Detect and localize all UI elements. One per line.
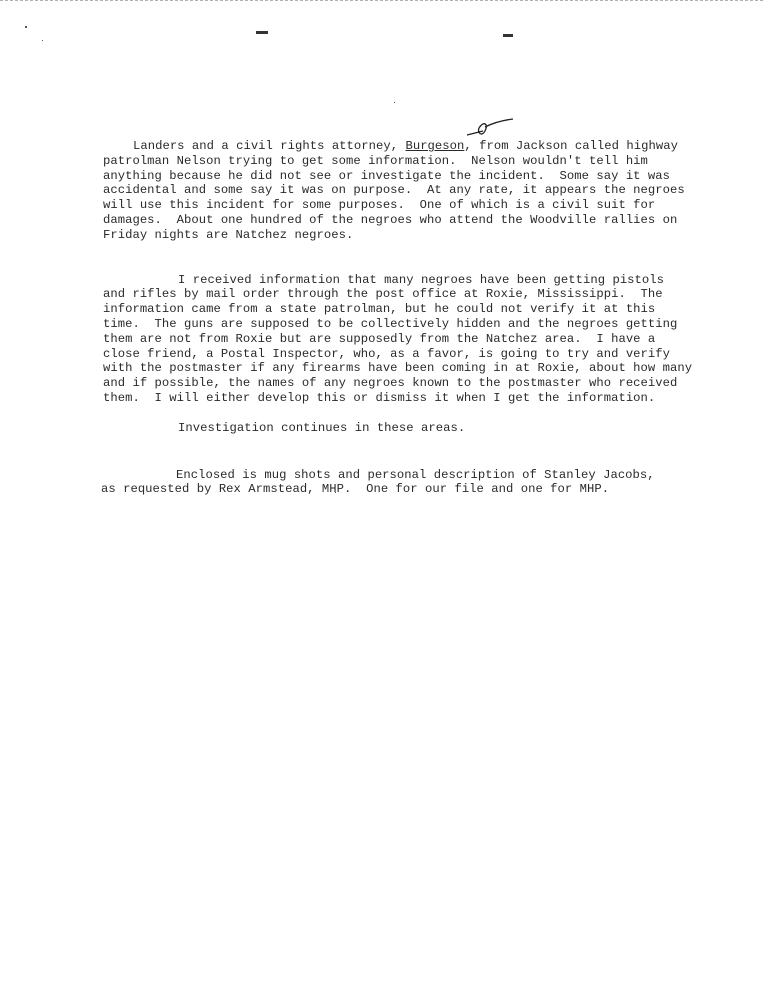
text-line: Investigation continues in these areas. [178,420,466,435]
text-line: and rifles by mail order through the post office at Roxie, Mississippi. The [103,287,663,302]
text-line: with the postmaster if any firearms have been coming in at Roxie, about how many [103,361,693,376]
text-segment: Landers and a civil rights attorney, [133,139,406,153]
text-line: patrolman Nelson trying to get some information. Nelson wouldn't tell him [103,153,648,168]
scan-speck [42,40,43,41]
scan-speck [256,31,268,34]
text-line: I received information that many negroes have been getting pistols [178,272,665,287]
text-line: them. I will either develop this or dismiss it when I get the information. [103,390,656,405]
paragraph-highway-patrol [103,139,723,243]
paragraph-firearms [103,273,723,406]
paragraph-gap [103,436,723,468]
text-line: Friday nights are Natchez negroes. [103,227,354,242]
text-line: will use this incident for some purposes. One of which is a civil suit for [103,198,656,213]
text-line: close friend, a Postal Inspector, who, as a favor, is going to try and verify [103,346,671,361]
text-line: them are not from Roxie but are supposedly from the Natchez area. I have a [103,331,656,346]
scan-speck [394,102,395,103]
text-line [103,139,723,154]
page-top-border [0,0,763,1]
scan-speck [25,26,27,28]
text-line: damages. About one hundred of the negroes who attend the Woodville rallies on [103,212,678,227]
paragraph-gap [103,243,723,258]
scan-speck [503,34,513,37]
text-segment: , from Jackson called highway [464,139,678,153]
paragraph-gap [103,406,723,421]
paragraph-enclosure [101,468,723,498]
text-line: accidental and some say it was on purpose. At any rate, it appears the negroes [103,183,685,198]
text-line: and if possible, the names of any negroes known to the postmaster who received [103,376,678,391]
paragraph-investigation [103,421,723,436]
underlined-name: Burgeson [405,139,465,153]
document-body [103,139,723,497]
text-line: information came from a state patrolman, but he could not verify it at this [103,302,656,317]
text-line: as requested by Rex Armstead, MHP. One for our file and one for MHP. [101,482,610,497]
text-line: anything because he did not see or investigate the incident. Some say it was [103,168,671,183]
handwritten-mark-icon [465,117,515,139]
text-line: time. The guns are supposed to be collectively hidden and the negroes getting [103,316,678,331]
paragraph-gap [103,258,723,273]
text-line: Enclosed is mug shots and personal description of Stanley Jacobs, [176,467,655,482]
